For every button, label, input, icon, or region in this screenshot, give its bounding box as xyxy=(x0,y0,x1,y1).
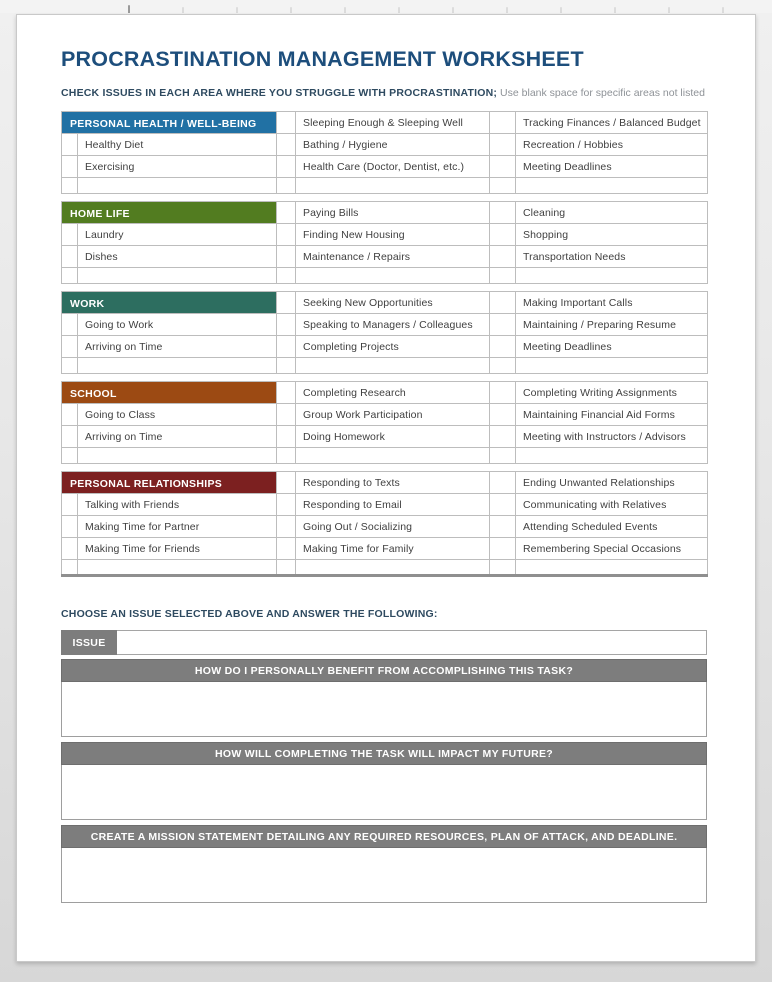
checkbox-cell[interactable] xyxy=(62,538,78,560)
cropped-toolbar xyxy=(0,0,772,13)
table-row xyxy=(62,404,708,426)
blank-row xyxy=(62,178,708,194)
checkbox-cell[interactable] xyxy=(490,336,516,358)
checkbox-cell[interactable] xyxy=(277,426,296,448)
instruction-light: Use blank space for specific areas not listed xyxy=(497,87,705,99)
prompt-unit-future xyxy=(61,742,707,820)
blank-item-cell[interactable] xyxy=(296,358,490,374)
checkbox-cell[interactable] xyxy=(62,314,78,336)
checkbox-cell[interactable] xyxy=(277,494,296,516)
answer-section-heading: CHOOSE AN ISSUE SELECTED ABOVE AND ANSWER THE FOLLOWING: xyxy=(61,608,438,620)
issue-label: ISSUE xyxy=(61,630,117,655)
section-header-label: HOME LIFE xyxy=(70,207,130,220)
checklist-item: Communicating with Relatives xyxy=(516,494,708,516)
blank-item-cell[interactable] xyxy=(78,178,277,194)
blank-item-cell[interactable] xyxy=(296,178,490,194)
checkbox-cell[interactable] xyxy=(490,112,516,134)
checkbox-cell[interactable] xyxy=(62,268,78,284)
section-header-row xyxy=(62,382,708,404)
checklist-item: Paying Bills xyxy=(296,202,490,224)
table-row xyxy=(62,336,708,358)
blank-item-cell[interactable] xyxy=(78,358,277,374)
toolbar-mark-icon[interactable] xyxy=(182,7,184,13)
answer-box-benefit[interactable] xyxy=(61,682,707,737)
checklist-item: Cleaning xyxy=(516,202,708,224)
blank-item-cell[interactable] xyxy=(296,448,490,464)
blank-item-cell[interactable] xyxy=(516,448,708,464)
toolbar-mark-icon[interactable] xyxy=(560,7,562,13)
checkbox-cell[interactable] xyxy=(277,314,296,336)
checkbox-cell[interactable] xyxy=(277,134,296,156)
checkbox-cell[interactable] xyxy=(277,292,296,314)
blank-row xyxy=(62,268,708,284)
blank-row xyxy=(62,560,708,576)
section-header-row xyxy=(62,112,708,134)
checkbox-cell[interactable] xyxy=(277,560,296,576)
checkbox-cell[interactable] xyxy=(277,472,296,494)
section-header-label: WORK xyxy=(70,297,105,310)
checkbox-cell[interactable] xyxy=(490,472,516,494)
checklist-item: Transportation Needs xyxy=(516,246,708,268)
toolbar-mark-icon[interactable] xyxy=(236,7,238,13)
checkbox-cell[interactable] xyxy=(490,178,516,194)
blank-item-cell[interactable] xyxy=(516,560,708,576)
prompt-banner-text: HOW DO I PERSONALLY BENEFIT FROM ACCOMPLISHING THIS TASK? xyxy=(194,664,574,677)
checklist-item: Going Out / Socializing xyxy=(296,516,490,538)
blank-item-cell[interactable] xyxy=(516,178,708,194)
answer-box-future[interactable] xyxy=(61,765,707,820)
checklist-item: Making Time for Friends xyxy=(78,538,277,560)
checkbox-cell[interactable] xyxy=(277,336,296,358)
checklist-section-home-life xyxy=(61,201,708,284)
toolbar-mark-icon[interactable] xyxy=(290,7,292,13)
checkbox-cell[interactable] xyxy=(277,112,296,134)
checkbox-cell[interactable] xyxy=(490,156,516,178)
prompt-banner xyxy=(61,742,707,765)
instruction-bold: CHECK ISSUES IN EACH AREA WHERE YOU STRUGGLE WITH PROCRASTINATION; xyxy=(61,87,498,99)
blank-row xyxy=(62,448,708,464)
checkbox-cell[interactable] xyxy=(277,538,296,560)
checklist-item: Bathing / Hygiene xyxy=(296,134,490,156)
checklist-item: Responding to Texts xyxy=(296,472,490,494)
prompt-banner-text: CREATE A MISSION STATEMENT DETAILING ANY REQUIRED RESOURCES, PLAN OF ATTACK, AND DEADLINE. xyxy=(90,830,678,843)
checkbox-cell[interactable] xyxy=(490,246,516,268)
section-header-label: PERSONAL HEALTH / WELL-BEING xyxy=(70,117,257,130)
checkbox-cell[interactable] xyxy=(277,268,296,284)
section-header xyxy=(62,202,277,224)
prompt-banner-text: HOW WILL COMPLETING THE TASK WILL IMPACT MY FUTURE? xyxy=(214,747,554,760)
table-row xyxy=(62,426,708,448)
section-header xyxy=(62,472,277,494)
checkbox-cell[interactable] xyxy=(277,404,296,426)
checkbox-cell[interactable] xyxy=(490,224,516,246)
checkbox-cell[interactable] xyxy=(490,560,516,576)
checklist-item: Recreation / Hobbies xyxy=(516,134,708,156)
checkbox-cell[interactable] xyxy=(277,382,296,404)
checkbox-cell[interactable] xyxy=(277,448,296,464)
prompt-unit-benefit xyxy=(61,659,707,737)
checkbox-cell[interactable] xyxy=(490,134,516,156)
checklist-item: Making Time for Family xyxy=(296,538,490,560)
checklist-item: Speaking to Managers / Colleagues xyxy=(296,314,490,336)
checkbox-cell[interactable] xyxy=(62,448,78,464)
checklist-item: Tracking Finances / Balanced Budget xyxy=(516,112,708,134)
checklist-item: Responding to Email xyxy=(296,494,490,516)
section-header xyxy=(62,292,277,314)
checklist-item: Arriving on Time xyxy=(78,336,277,358)
checklist-item: Making Important Calls xyxy=(516,292,708,314)
checkbox-cell[interactable] xyxy=(62,336,78,358)
table-row xyxy=(62,314,708,336)
checklist-section-work xyxy=(61,291,708,374)
checkbox-cell[interactable] xyxy=(62,426,78,448)
prompt-unit-mission xyxy=(61,825,707,903)
toolbar-mark-icon[interactable] xyxy=(398,7,400,13)
issue-input[interactable] xyxy=(117,630,707,655)
checklist-item: Completing Research xyxy=(296,382,490,404)
checkbox-cell[interactable] xyxy=(62,560,78,576)
table-row xyxy=(62,156,708,178)
checklist-item: Arriving on Time xyxy=(78,426,277,448)
checklist-item: Seeking New Opportunities xyxy=(296,292,490,314)
toolbar-mark-icon[interactable] xyxy=(452,7,454,13)
checklist-item: Dishes xyxy=(78,246,277,268)
checkbox-cell[interactable] xyxy=(490,382,516,404)
checklist-item: Going to Work xyxy=(78,314,277,336)
checkbox-cell[interactable] xyxy=(62,516,78,538)
blank-item-cell[interactable] xyxy=(296,268,490,284)
toolbar-mark-icon[interactable] xyxy=(722,7,724,13)
checklist-item: Sleeping Enough & Sleeping Well xyxy=(296,112,490,134)
checkbox-cell[interactable] xyxy=(62,404,78,426)
section-header xyxy=(62,112,277,134)
checkbox-cell[interactable] xyxy=(62,246,78,268)
checkbox-cell[interactable] xyxy=(490,292,516,314)
checklist-item: Completing Projects xyxy=(296,336,490,358)
checklist-item: Health Care (Doctor, Dentist, etc.) xyxy=(296,156,490,178)
section-header-label: PERSONAL RELATIONSHIPS xyxy=(70,477,223,490)
checklist-section-personal-health xyxy=(61,111,708,194)
toolbar-mark-icon[interactable] xyxy=(668,7,670,13)
checkbox-cell[interactable] xyxy=(490,268,516,284)
checklist-item: Shopping xyxy=(516,224,708,246)
checklist-item: Finding New Housing xyxy=(296,224,490,246)
table-row xyxy=(62,538,708,560)
checklist-item: Remembering Special Occasions xyxy=(516,538,708,560)
checklist-item: Doing Homework xyxy=(296,426,490,448)
blank-item-cell[interactable] xyxy=(516,268,708,284)
checklist-item: Completing Writing Assignments xyxy=(516,382,708,404)
checkbox-cell[interactable] xyxy=(490,202,516,224)
checkbox-cell[interactable] xyxy=(490,358,516,374)
checklist-section-personal-relationships xyxy=(61,471,708,577)
checkbox-cell[interactable] xyxy=(277,224,296,246)
checklist-item: Meeting Deadlines xyxy=(516,336,708,358)
checkbox-cell[interactable] xyxy=(490,314,516,336)
checkbox-cell[interactable] xyxy=(490,404,516,426)
table-row xyxy=(62,516,708,538)
checklist-item: Maintaining Financial Aid Forms xyxy=(516,404,708,426)
answer-box-mission[interactable] xyxy=(61,848,707,903)
checkbox-cell[interactable] xyxy=(490,426,516,448)
toolbar-mark-icon[interactable] xyxy=(614,7,616,13)
prompt-banner xyxy=(61,659,707,682)
checklist-item: Ending Unwanted Relationships xyxy=(516,472,708,494)
checkbox-cell[interactable] xyxy=(277,178,296,194)
checkbox-cell[interactable] xyxy=(277,516,296,538)
table-row xyxy=(62,246,708,268)
prompt-banner xyxy=(61,825,707,848)
checklist-item: Exercising xyxy=(78,156,277,178)
checkbox-cell[interactable] xyxy=(62,224,78,246)
checklist-area xyxy=(61,111,708,577)
checklist-item: Going to Class xyxy=(78,404,277,426)
checkbox-cell[interactable] xyxy=(62,178,78,194)
document-icon[interactable] xyxy=(128,5,130,13)
table-row xyxy=(62,494,708,516)
blank-row xyxy=(62,358,708,374)
checklist-item: Making Time for Partner xyxy=(78,516,277,538)
checkbox-cell[interactable] xyxy=(62,156,78,178)
section-header-row xyxy=(62,472,708,494)
document-page xyxy=(16,14,756,962)
toolbar-mark-icon[interactable] xyxy=(344,7,346,13)
checklist-instruction xyxy=(61,87,708,99)
checklist-item: Laundry xyxy=(78,224,277,246)
section-header-row xyxy=(62,202,708,224)
blank-item-cell[interactable] xyxy=(78,448,277,464)
section-header-row xyxy=(62,292,708,314)
toolbar-mark-icon[interactable] xyxy=(506,7,508,13)
section-header-label: SCHOOL xyxy=(70,387,117,400)
blank-item-cell[interactable] xyxy=(78,268,277,284)
checklist-item: Healthy Diet xyxy=(78,134,277,156)
table-row xyxy=(62,224,708,246)
checklist-item: Maintenance / Repairs xyxy=(296,246,490,268)
issue-row xyxy=(61,630,707,655)
checkbox-cell[interactable] xyxy=(62,134,78,156)
checklist-item: Group Work Participation xyxy=(296,404,490,426)
checklist-item: Talking with Friends xyxy=(78,494,277,516)
blank-item-cell[interactable] xyxy=(516,358,708,374)
blank-item-cell[interactable] xyxy=(296,560,490,576)
checkbox-cell[interactable] xyxy=(277,202,296,224)
checkbox-cell[interactable] xyxy=(62,494,78,516)
checkbox-cell[interactable] xyxy=(277,246,296,268)
checkbox-cell[interactable] xyxy=(62,358,78,374)
blank-item-cell[interactable] xyxy=(78,560,277,576)
checkbox-cell[interactable] xyxy=(490,494,516,516)
checkbox-cell[interactable] xyxy=(490,538,516,560)
section-header xyxy=(62,382,277,404)
checkbox-cell[interactable] xyxy=(277,156,296,178)
checklist-item: Meeting with Instructors / Advisors xyxy=(516,426,708,448)
checkbox-cell[interactable] xyxy=(277,358,296,374)
checkbox-cell[interactable] xyxy=(490,516,516,538)
page-title: PROCRASTINATION MANAGEMENT WORKSHEET xyxy=(61,47,584,71)
checklist-item: Meeting Deadlines xyxy=(516,156,708,178)
checklist-item: Attending Scheduled Events xyxy=(516,516,708,538)
checklist-section-school xyxy=(61,381,708,464)
checkbox-cell[interactable] xyxy=(490,448,516,464)
checklist-item: Maintaining / Preparing Resume xyxy=(516,314,708,336)
table-row xyxy=(62,134,708,156)
